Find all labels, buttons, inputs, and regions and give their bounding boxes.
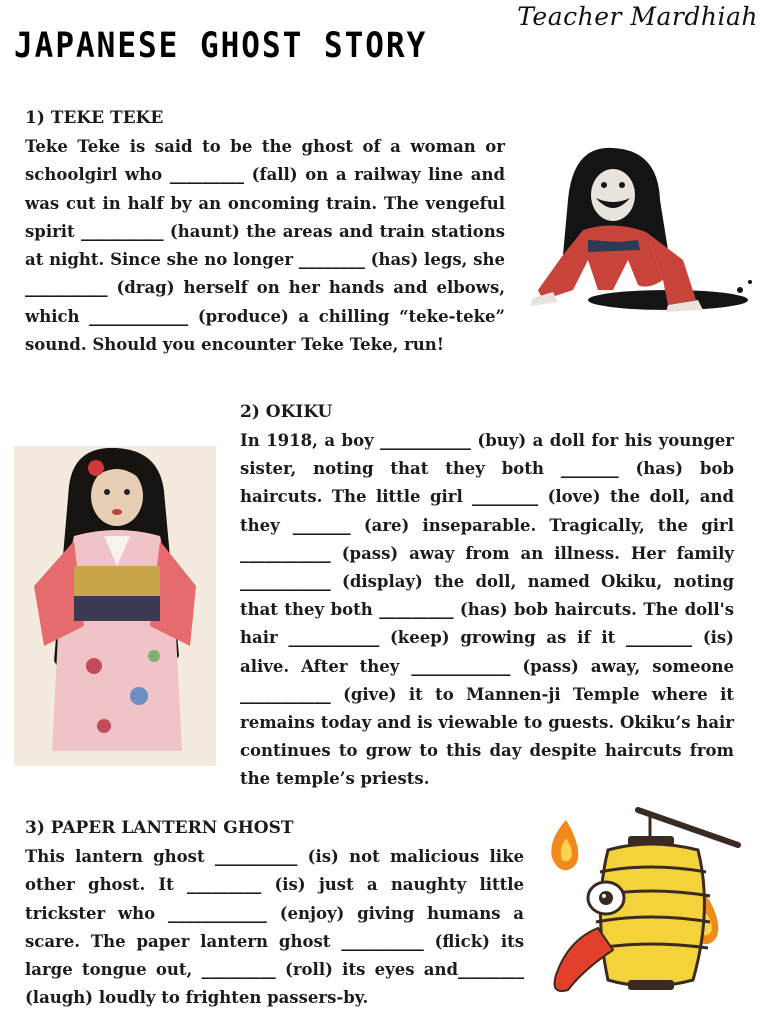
section-paper-lantern-ghost [25, 816, 524, 1013]
section-heading: 2) OKIKU [240, 402, 333, 422]
section-text: In 1918, a boy ___________ (buy) a doll for his younger sister, noting that they both _______ (has) bob haircuts. The little girl ________ (love) the doll, and they _______ (are) inseparable. Tragically, the girl ___________ (pass) away from an illness. Her family ___________ (display) the doll, named Okiku, noting that they both _________ (has) bob haircuts. The doll's hair ___________ (keep) growing as if it ________ (is) alive. After they ____________ (pass) away, someone ___________ (give) it to Mannen-ji Temple where it remains today and is viewable to guests. Okiku’s hair continues to grow to this day despite haircuts from the temple’s priests. [240, 431, 734, 789]
section-teke-teke [25, 106, 505, 359]
section-okiku [240, 400, 734, 794]
teke-teke-ghost-illustration [518, 140, 758, 340]
section-text: This lantern ghost __________ (is) not malicious like other ghost. It _________ (is) just a naughty little trickster who ____________ (enjoy) giving humans a scare. The paper lantern ghost __________ (flick) its large tongue out, _________ (roll) its eyes and________ (laugh) loudly to frighten passers-by. [25, 847, 524, 1008]
author-signature: Teacher Mardhiah [517, 2, 758, 31]
section-text: Teke Teke is said to be the ghost of a woman or schoolgirl who _________ (fall) on a railway line and was cut in half by an oncoming train. The vengeful spirit __________ (haunt) the areas and train stations at night. Since she no longer ________ (has) legs, she __________ (drag) herself on her hands and elbows, which ____________ (produce) a chilling “teke-teke” sound. Should you encounter Teke Teke, run! [25, 137, 505, 355]
section-heading: 1) TEKE TEKE [25, 108, 164, 128]
worksheet-title: JAPANESE GHOST STORY [14, 25, 428, 67]
section-heading: 3) PAPER LANTERN GHOST [25, 818, 294, 838]
paper-lantern-ghost-illustration [538, 800, 754, 1010]
okiku-doll-photo [14, 446, 216, 766]
